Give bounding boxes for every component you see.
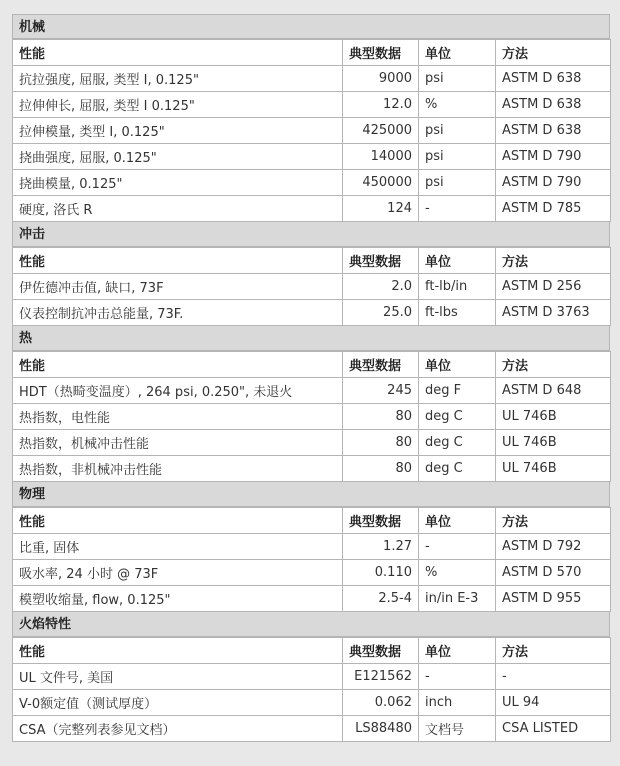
header-typical-value: 典型数据 bbox=[343, 248, 419, 274]
property-cell: 伊佐德冲击值, 缺口, 73F bbox=[13, 274, 343, 300]
value-cell: 124 bbox=[343, 196, 419, 222]
method-cell: ASTM D 638 bbox=[496, 92, 611, 118]
property-cell: 比重, 固体 bbox=[13, 534, 343, 560]
value-cell: 12.0 bbox=[343, 92, 419, 118]
unit-cell: deg C bbox=[419, 456, 496, 482]
value-cell: 425000 bbox=[343, 118, 419, 144]
method-cell: UL 746B bbox=[496, 404, 611, 430]
table-row bbox=[13, 300, 611, 326]
header-property: 性能 bbox=[13, 40, 343, 66]
section-title: 冲击 bbox=[12, 222, 610, 247]
header-method: 方法 bbox=[496, 352, 611, 378]
section-title: 火焰特性 bbox=[12, 612, 610, 637]
method-cell: ASTM D 792 bbox=[496, 534, 611, 560]
header-method: 方法 bbox=[496, 248, 611, 274]
table-row bbox=[13, 404, 611, 430]
value-cell: 9000 bbox=[343, 66, 419, 92]
table-row bbox=[13, 144, 611, 170]
method-cell: UL 746B bbox=[496, 456, 611, 482]
section-table bbox=[12, 637, 611, 742]
value-cell: 80 bbox=[343, 456, 419, 482]
header-method: 方法 bbox=[496, 508, 611, 534]
property-cell: CSA（完整列表参见文档） bbox=[13, 716, 343, 742]
method-cell: ASTM D 638 bbox=[496, 118, 611, 144]
value-cell: 450000 bbox=[343, 170, 419, 196]
table-row bbox=[13, 196, 611, 222]
table-row bbox=[13, 430, 611, 456]
method-cell: ASTM D 648 bbox=[496, 378, 611, 404]
header-property: 性能 bbox=[13, 638, 343, 664]
method-cell: CSA LISTED bbox=[496, 716, 611, 742]
unit-cell: inch bbox=[419, 690, 496, 716]
unit-cell: - bbox=[419, 534, 496, 560]
unit-cell: psi bbox=[419, 170, 496, 196]
property-cell: 拉伸模量, 类型 I, 0.125" bbox=[13, 118, 343, 144]
section-table bbox=[12, 247, 611, 326]
value-cell: 2.0 bbox=[343, 274, 419, 300]
unit-cell: psi bbox=[419, 118, 496, 144]
header-row bbox=[13, 508, 611, 534]
header-unit: 单位 bbox=[419, 638, 496, 664]
header-unit: 单位 bbox=[419, 248, 496, 274]
section-table bbox=[12, 39, 611, 222]
unit-cell: ft-lbs bbox=[419, 300, 496, 326]
header-row bbox=[13, 248, 611, 274]
property-cell: 抗拉强度, 屈服, 类型 I, 0.125" bbox=[13, 66, 343, 92]
property-cell: 挠曲强度, 屈服, 0.125" bbox=[13, 144, 343, 170]
unit-cell: deg C bbox=[419, 404, 496, 430]
table-row bbox=[13, 586, 611, 612]
property-cell: 热指数，机械冲击性能 bbox=[13, 430, 343, 456]
unit-cell: in/in E-3 bbox=[419, 586, 496, 612]
unit-cell: - bbox=[419, 664, 496, 690]
header-method: 方法 bbox=[496, 638, 611, 664]
value-cell: 14000 bbox=[343, 144, 419, 170]
table-row bbox=[13, 274, 611, 300]
value-cell: 0.062 bbox=[343, 690, 419, 716]
property-cell: 热指数，非机械冲击性能 bbox=[13, 456, 343, 482]
table-row bbox=[13, 690, 611, 716]
unit-cell: % bbox=[419, 92, 496, 118]
header-row bbox=[13, 352, 611, 378]
method-cell: UL 94 bbox=[496, 690, 611, 716]
header-method: 方法 bbox=[496, 40, 611, 66]
unit-cell: 文档号 bbox=[419, 716, 496, 742]
property-cell: UL 文件号, 美国 bbox=[13, 664, 343, 690]
header-property: 性能 bbox=[13, 248, 343, 274]
header-property: 性能 bbox=[13, 508, 343, 534]
header-property: 性能 bbox=[13, 352, 343, 378]
header-typical-value: 典型数据 bbox=[343, 40, 419, 66]
value-cell: 1.27 bbox=[343, 534, 419, 560]
table-row bbox=[13, 456, 611, 482]
section-title: 热 bbox=[12, 326, 610, 351]
unit-cell: psi bbox=[419, 144, 496, 170]
method-cell: ASTM D 785 bbox=[496, 196, 611, 222]
table-row bbox=[13, 118, 611, 144]
value-cell: 25.0 bbox=[343, 300, 419, 326]
method-cell: ASTM D 790 bbox=[496, 144, 611, 170]
unit-cell: deg C bbox=[419, 430, 496, 456]
header-typical-value: 典型数据 bbox=[343, 508, 419, 534]
unit-cell: ft-lb/in bbox=[419, 274, 496, 300]
property-cell: 热指数，电性能 bbox=[13, 404, 343, 430]
table-row bbox=[13, 534, 611, 560]
value-cell: 245 bbox=[343, 378, 419, 404]
method-cell: ASTM D 638 bbox=[496, 66, 611, 92]
value-cell: 0.110 bbox=[343, 560, 419, 586]
header-unit: 单位 bbox=[419, 352, 496, 378]
header-typical-value: 典型数据 bbox=[343, 638, 419, 664]
table-row bbox=[13, 170, 611, 196]
header-typical-value: 典型数据 bbox=[343, 352, 419, 378]
header-unit: 单位 bbox=[419, 40, 496, 66]
section-table bbox=[12, 507, 611, 612]
method-cell: ASTM D 570 bbox=[496, 560, 611, 586]
table-row bbox=[13, 560, 611, 586]
unit-cell: - bbox=[419, 196, 496, 222]
property-cell: 拉伸伸长, 屈服, 类型 I 0.125" bbox=[13, 92, 343, 118]
method-cell: ASTM D 955 bbox=[496, 586, 611, 612]
property-cell: 挠曲模量, 0.125" bbox=[13, 170, 343, 196]
header-unit: 单位 bbox=[419, 508, 496, 534]
value-cell: 80 bbox=[343, 404, 419, 430]
unit-cell: deg F bbox=[419, 378, 496, 404]
property-cell: V-0额定值（测试厚度） bbox=[13, 690, 343, 716]
unit-cell: psi bbox=[419, 66, 496, 92]
unit-cell: % bbox=[419, 560, 496, 586]
property-cell: 硬度, 洛氏 R bbox=[13, 196, 343, 222]
section-title: 机械 bbox=[12, 14, 610, 39]
property-cell: HDT（热畸变温度）, 264 psi, 0.250", 未退火 bbox=[13, 378, 343, 404]
method-cell: - bbox=[496, 664, 611, 690]
table-row bbox=[13, 66, 611, 92]
method-cell: ASTM D 256 bbox=[496, 274, 611, 300]
table-row bbox=[13, 716, 611, 742]
method-cell: ASTM D 3763 bbox=[496, 300, 611, 326]
method-cell: UL 746B bbox=[496, 430, 611, 456]
value-cell: 2.5-4 bbox=[343, 586, 419, 612]
section-table bbox=[12, 351, 611, 482]
property-cell: 仪表控制抗冲击总能量, 73F. bbox=[13, 300, 343, 326]
value-cell: 80 bbox=[343, 430, 419, 456]
properties-table bbox=[12, 14, 610, 742]
property-cell: 模塑收缩量, flow, 0.125" bbox=[13, 586, 343, 612]
table-row bbox=[13, 92, 611, 118]
header-row bbox=[13, 638, 611, 664]
method-cell: ASTM D 790 bbox=[496, 170, 611, 196]
value-cell: E121562 bbox=[343, 664, 419, 690]
section-title: 物理 bbox=[12, 482, 610, 507]
table-row bbox=[13, 664, 611, 690]
table-row bbox=[13, 378, 611, 404]
header-row bbox=[13, 40, 611, 66]
value-cell: LS88480 bbox=[343, 716, 419, 742]
property-cell: 吸水率, 24 小时 @ 73F bbox=[13, 560, 343, 586]
